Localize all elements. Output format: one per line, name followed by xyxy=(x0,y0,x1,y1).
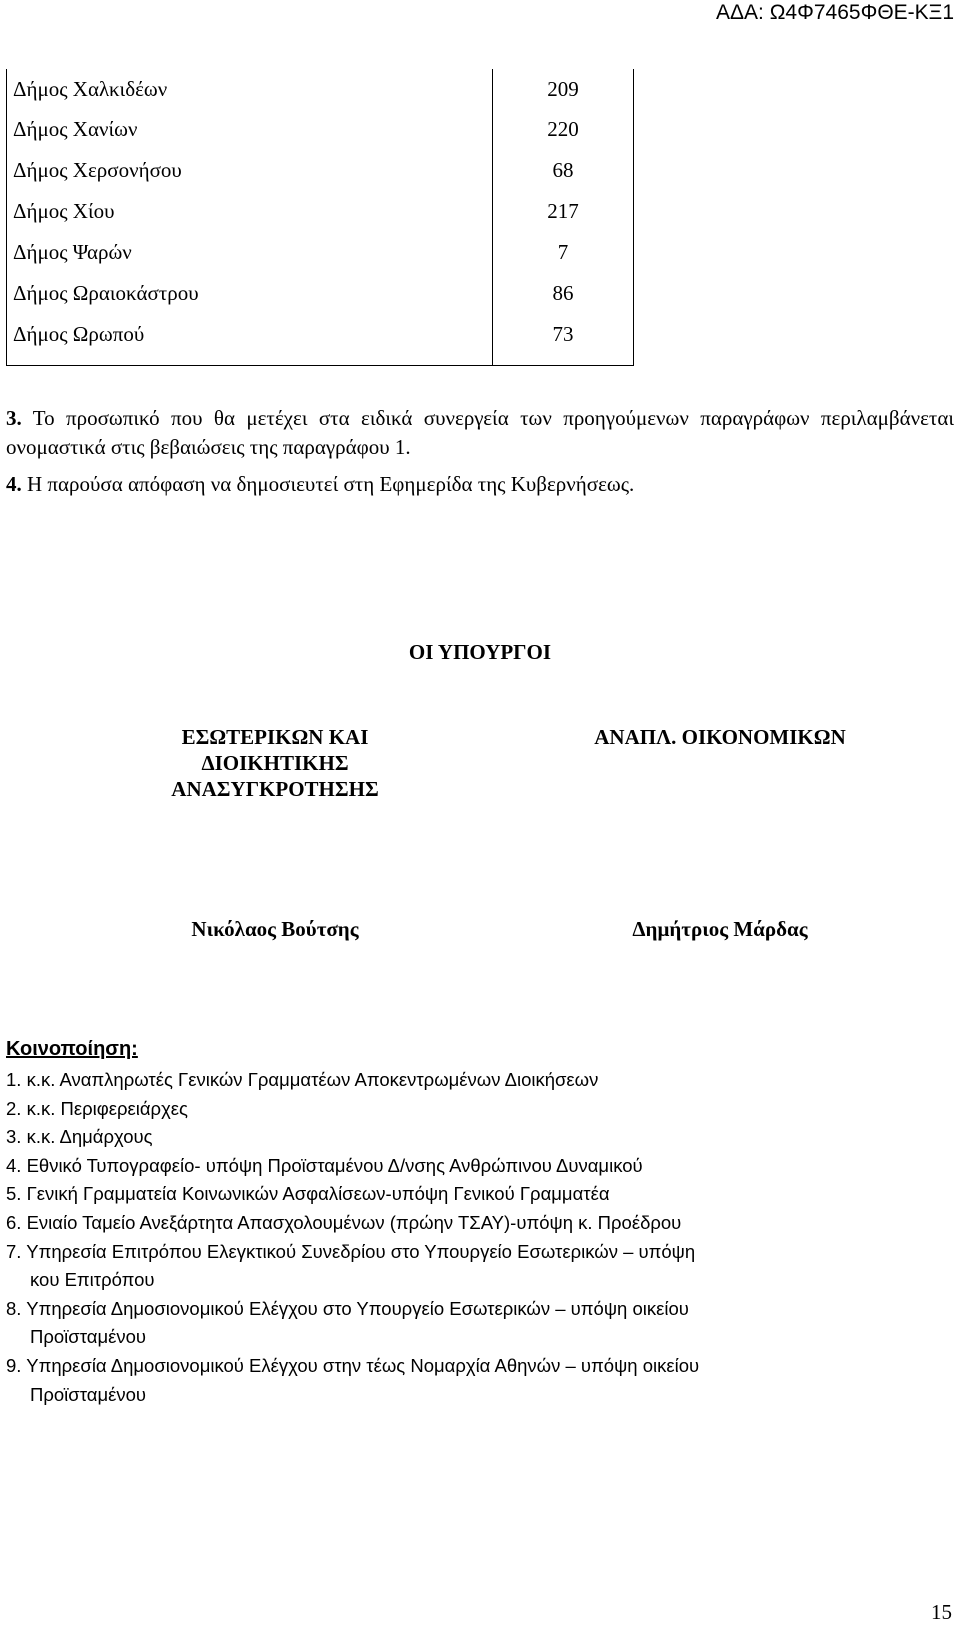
list-item-continuation: Προϊσταμένου xyxy=(30,1326,147,1348)
list-item-continuation: Προϊσταμένου xyxy=(30,1383,147,1405)
municipality-name: Δήμος Χίου xyxy=(13,199,115,223)
list-item xyxy=(6,1352,856,1409)
paragraph-4-text: Η παρούσα απόφαση να δημοσιευτεί στη Εφημερίδα της Κυβερνήσεως. xyxy=(27,472,635,496)
table-row xyxy=(7,191,633,232)
list-item xyxy=(6,1152,856,1181)
list-item-line: 1. κ.κ. Αναπληρωτές Γενικών Γραμματέων Αποκεντρωμένων Διοικήσεων xyxy=(6,1069,599,1090)
left-ministry-line2: ΑΝΑΣΥΓΚΡΟΤΗΣΗΣ xyxy=(171,777,379,801)
municipality-count: 68 xyxy=(552,158,574,182)
notification-title: Κοινοποίηση: xyxy=(6,1038,138,1060)
list-item xyxy=(6,1180,856,1209)
paragraph-3 xyxy=(6,404,954,462)
municipality-name: Δήμος Χανίων xyxy=(13,117,138,141)
table-row xyxy=(7,69,633,110)
left-signatory-name: Νικόλαος Βούτσης xyxy=(191,917,359,941)
table-row xyxy=(7,314,633,355)
paragraph-4-number: 4. xyxy=(6,472,22,496)
list-item xyxy=(6,1066,856,1095)
list-item-continuation: κου Επιτρόπου xyxy=(30,1269,155,1291)
municipality-count: 220 xyxy=(547,117,579,141)
list-item-line: 7. Υπηρεσία Επιτρόπου Ελεγκτικού Συνεδρίου στο Υπουργείο Εσωτερικών – υπόψη xyxy=(6,1240,696,1262)
left-ministry xyxy=(110,724,440,802)
municipality-count: 217 xyxy=(547,199,579,223)
municipality-count: 86 xyxy=(552,281,574,305)
right-ministry-line1: ΑΝΑΠΛ. ΟΙΚΟΝΟΜΙΚΩΝ xyxy=(594,725,846,749)
municipality-count: 7 xyxy=(557,240,569,264)
right-ministry xyxy=(560,724,880,750)
municipality-name: Δήμος Ωραιοκάστρου xyxy=(13,281,199,305)
list-item xyxy=(6,1095,856,1124)
list-item-line: 9. Υπηρεσία Δημοσιονομικού Ελέγχου στην τέως Νομαρχία Αθηνών – υπόψη οικείου xyxy=(6,1354,700,1376)
table-row xyxy=(7,150,633,191)
municipality-table xyxy=(6,69,634,366)
notification-list xyxy=(6,1066,856,1409)
paragraph-4 xyxy=(6,470,954,499)
list-item-line: 2. κ.κ. Περιφερειάρχες xyxy=(6,1097,188,1119)
table-row xyxy=(7,273,633,314)
list-item xyxy=(6,1123,856,1152)
list-item-line: 8. Υπηρεσία Δημοσιονομικού Ελέγχου στο Υπουργείο Εσωτερικών – υπόψη οικείου xyxy=(6,1297,689,1319)
page-number: 15 xyxy=(931,1600,952,1624)
right-signatory-name: Δημήτριος Μάρδας xyxy=(632,917,808,941)
paragraph-3-number: 3. xyxy=(6,406,22,430)
list-item xyxy=(6,1238,856,1295)
municipality-name: Δήμος Ωρωπού xyxy=(13,322,145,346)
municipality-count: 73 xyxy=(552,322,574,346)
left-ministry-line1: ΕΣΩΤΕΡΙΚΩΝ ΚΑΙ ΔΙΟΙΚΗΤΙΚΗΣ xyxy=(181,725,369,775)
ministers-title: ΟΙ ΥΠΟΥΡΓΟΙ xyxy=(408,640,552,664)
table-row xyxy=(7,232,633,273)
municipality-count: 209 xyxy=(547,77,579,101)
list-item-line: 5. Γενική Γραμματεία Κοινωνικών Ασφαλίσεων-υπόψη Γενικού Γραμματέα xyxy=(6,1183,610,1205)
list-item xyxy=(6,1209,856,1238)
list-item-line: 4. Εθνικό Τυπογραφείο- υπόψη Προϊσταμένου Δ/νσης Ανθρώπινου Δυναμικού xyxy=(6,1154,643,1176)
municipality-name: Δήμος Χαλκιδέων xyxy=(13,77,168,101)
list-item-line: 6. Ενιαίο Ταμείο Ανεξάρτητα Απασχολουμένων (πρώην ΤΣΑΥ)-υπόψη κ. Προέδρου xyxy=(6,1211,682,1233)
ada-code: ΑΔΑ: Ω4Φ7465ΦΘΕ-ΚΞ1 xyxy=(716,1,954,24)
list-item-line: 3. κ.κ. Δημάρχους xyxy=(6,1126,153,1148)
paragraph-3-text: Το προσωπικό που θα μετέχει στα ειδικά συνεργεία των προηγούμενων παραγράφων περιλαμβάνεται ονομαστικά στις βεβαιώσεις της παραγράφου 1. xyxy=(6,406,954,459)
municipality-name: Δήμος Ψαρών xyxy=(13,240,132,264)
list-item xyxy=(6,1295,856,1352)
table-row xyxy=(7,109,633,150)
municipality-name: Δήμος Χερσονήσου xyxy=(13,158,182,182)
